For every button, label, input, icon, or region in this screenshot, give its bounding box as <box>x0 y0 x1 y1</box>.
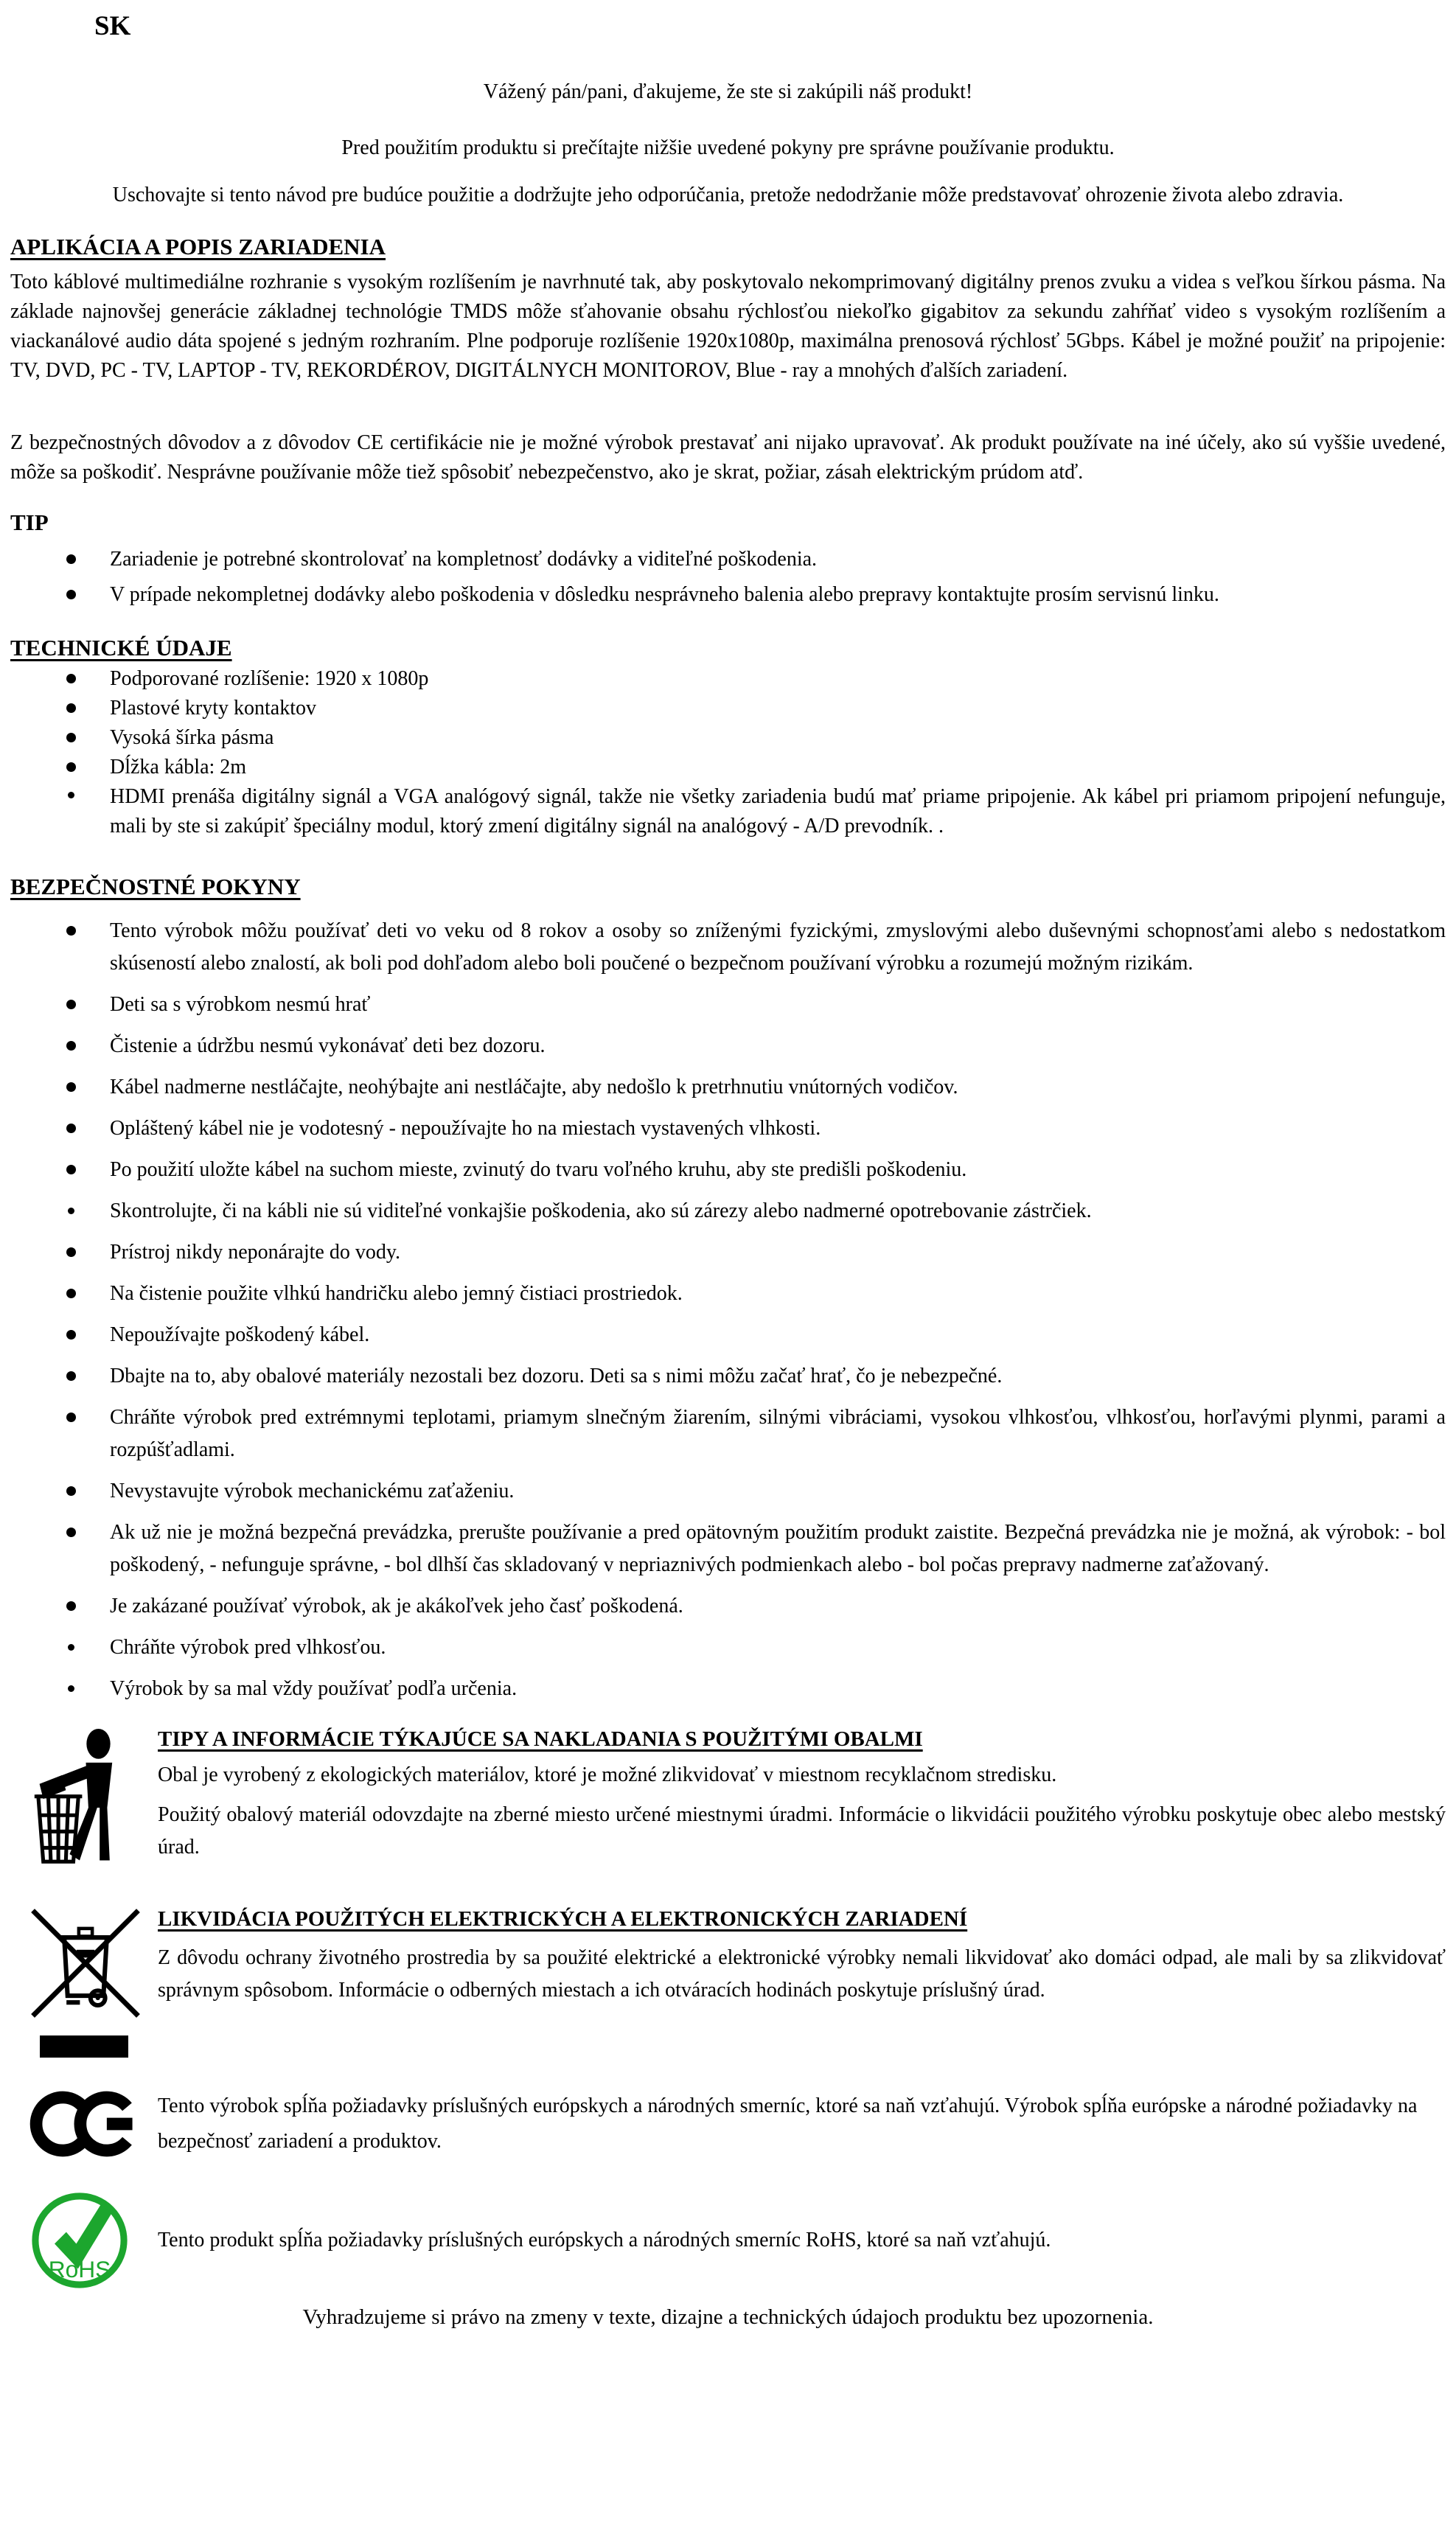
technical-data-list <box>10 664 1446 841</box>
list-item: Dĺžka kábla: 2m <box>10 753 1446 782</box>
list-item: Na čistenie použite vlhkú handričku alebo jemný čistiaci prostriedok. <box>10 1278 1446 1310</box>
list-item: Chráňte výrobok pred vlhkosťou. <box>10 1631 1446 1664</box>
list-item: Zariadenie je potrebné skontrolovať na kompletnosť dodávky a viditeľné poškodenia. <box>10 543 1446 576</box>
section-heading-technical-data <box>10 635 1446 661</box>
list-item: Ak už nie je možná bezpečná prevádzka, prerušte používanie a pred opätovným použitím produkt zaistite. Bezpečná prevádzka nie je možná, ak výrobok: - bol poškodený, - nefunguje správne, - bol dlhší čas skladovaný v nepriaznivých podmienkach alebo - bol počas prepravy nadmerne zaťažovaný. <box>10 1516 1446 1581</box>
list-item: Dbajte na to, aby obalové materiály nezostali bez dozoru. Deti sa s nimi môžu začať hrať, čo je nebezpečné. <box>10 1360 1446 1393</box>
list-item: Je zakázané používať výrobok, ak je akákoľvek jeho časť poškodená. <box>10 1590 1446 1623</box>
list-item: Výrobok by sa mal vždy používať podľa určenia. <box>10 1673 1446 1705</box>
section-heading-packaging <box>158 1727 1446 1752</box>
bullet-icon <box>66 733 76 742</box>
rohs-check-icon <box>29 2190 130 2291</box>
weee-disposal-section <box>10 1907 1446 2058</box>
bullet-icon <box>66 674 76 683</box>
packaging-disposal-section <box>10 1727 1446 1872</box>
bullet-icon <box>66 590 76 599</box>
list-item: Po použití uložte kábel na suchom mieste, zvinutý do tvaru voľného kruhu, aby ste predišli poškodeniu. <box>10 1154 1446 1186</box>
bullet-icon <box>66 1082 76 1092</box>
list-item: V prípade nekompletnej dodávky alebo poškodenia v dôsledku nesprávneho balenia alebo prepravy kontaktujte prosím servisnú linku. <box>10 579 1446 611</box>
list-item: Kábel nadmerne nestláčajte, neohýbajte ani nestláčajte, aby nedošlo k pretrhnutiu vnútorných vodičov. <box>10 1071 1446 1104</box>
crossed-out-wheelie-bin-icon <box>29 1907 142 2019</box>
ce-conformity-section <box>10 2089 1446 2159</box>
bullet-icon <box>66 1601 76 1611</box>
heading-text: TIP <box>10 509 49 535</box>
section-heading-safety <box>10 874 1446 900</box>
list-item: Nevystavujte výrobok mechanickému zaťaženiu. <box>10 1475 1446 1508</box>
list-item: Tento výrobok môžu používať deti vo veku od 8 rokov a osoby so zníženými fyzickými, zmyslovými alebo duševnými schopnosťami alebo s nedostatkom skúseností alebo znalostí, ak boli pod dohľadom alebo boli poučené o bezpečnom používaní výrobku a rozumejú možným rizikám. <box>10 915 1446 980</box>
rohs-compliance-section <box>10 2190 1446 2291</box>
bullet-icon <box>66 1413 76 1422</box>
weee-paragraph: Z dôvodu ochrany životného prostredia by sa použité elektrické a elektronické výrobky nemali likvidovať ako domáci odpad, ale mali by sa zlikvidovať správnym spôsobom. Informácie o odberných miestach a ich otváracích hodinách poskytuje príslušný úrad. <box>158 1946 1446 2002</box>
language-code: SK <box>94 11 131 41</box>
bullet-icon <box>66 1041 76 1051</box>
bullet-icon <box>66 1247 76 1257</box>
ce-paragraph: Tento výrobok spĺňa požiadavky príslušných európskych a národných smerníc, ktoré sa naň vzťahujú. Výrobok spĺňa európske a národné požiadavky na bezpečnosť zariadení a produktov. <box>158 2094 1418 2153</box>
list-item: Nepoužívajte poškodený kábel. <box>10 1319 1446 1351</box>
tip-list <box>10 543 1446 611</box>
application-paragraph-2: Z bezpečnostných dôvodov a z dôvodov CE certifikácie nie je možné výrobok prestavať ani nijako upravovať. Ak produkt používate na iné účely, ako sú vyššie uvedené, môže sa poškodiť. Nesprávne používanie môže tiež spôsobiť nebezpečenstvo, ako je skrat, požiar, zásah elektrickým prúdom atď. <box>10 431 1446 484</box>
packaging-paragraph-2: Použitý obalový materiál odovzdajte na zberné miesto určené miestnymi úradmi. Informácie o likvidácii použitého výrobku poskytuje obec alebo mestský úrad. <box>158 1803 1446 1859</box>
list-item: Vysoká šírka pásma <box>10 723 1446 753</box>
bullet-icon <box>66 1289 76 1298</box>
section-heading-tip <box>10 509 1446 536</box>
heading-text: TIPY A INFORMÁCIE TÝKAJÚCE SA NAKLADANIA S POUŽITÝMI OBALMI <box>158 1727 923 1751</box>
list-item: Skontrolujte, či na kábli nie sú viditeľné vonkajšie poškodenia, ako sú zárezy alebo nadmerné opotrebovanie zástrčiek. <box>10 1195 1446 1227</box>
heading-text: APLIKÁCIA A POPIS ZARIADENIA <box>10 234 386 260</box>
bullet-icon <box>66 554 76 564</box>
packaging-paragraph-1: Obal je vyrobený z ekologických materiálov, ktoré je možné zlikvidovať v miestnom recyklačnom stredisku. <box>158 1763 1057 1786</box>
rohs-label: RoHS <box>48 2255 111 2282</box>
list-item: Čistenie a údržbu nesmú vykonávať deti bez dozoru. <box>10 1030 1446 1062</box>
bullet-icon <box>68 1208 74 1214</box>
rohs-paragraph: Tento produkt spĺňa požiadavky príslušných európskych a národných smerníc RoHS, ktoré sa naň vzťahujú. <box>158 2229 1051 2251</box>
intro-keep-manual: Uschovajte si tento návod pre budúce použitie a dodržujte jeho odporúčania, pretože nedodržanie môže predstavovať ohrozenie života alebo zdravia. <box>112 184 1344 206</box>
bullet-icon <box>66 1371 76 1381</box>
bullet-icon <box>68 1644 74 1651</box>
bullet-icon <box>66 1000 76 1009</box>
heading-text: LIKVIDÁCIA POUŽITÝCH ELEKTRICKÝCH A ELEKTRONICKÝCH ZARIADENÍ <box>158 1907 968 1931</box>
application-paragraph-1: Toto káblové multimediálne rozhranie s vysokým rozlíšením je navrhnuté tak, aby poskytovalo nekomprimovaný digitálny prenos zvuku a videa s veľkou šírkou pásma. Na základe najnovšej generácie základnej technológie TMDS môže sťahovanie obsahu rýchlosťou niekoľko gigabitov za sekundu zahŕňať video s vysokým rozlíšením a viackanálové audio dáta spojené s jedným rozhraním. Plne podporuje rozlíšenie 1920x1080p, maximálna prenosová rýchlosť 5Gbps. Kábel je možné použiť na pripojenie: TV, DVD, PC - TV, LAPTOP - TV, REKORDÉROV, DIGITÁLNYCH MONITOROV, Blue - ray a mnohých ďalších zariadení. <box>10 271 1446 382</box>
bullet-icon <box>66 1124 76 1133</box>
list-item: Opláštený kábel nie je vodotesný - nepoužívajte ho na miestach vystavených vlhkosti. <box>10 1112 1446 1145</box>
list-item: Plastové kryty kontaktov <box>10 694 1446 723</box>
black-bar <box>40 2035 128 2058</box>
safety-instructions-list <box>10 915 1446 1705</box>
section-heading-application <box>10 234 1446 260</box>
bullet-icon <box>66 1165 76 1174</box>
section-heading-weee <box>158 1907 1446 1932</box>
footer-note: Vyhradzujeme si právo na zmeny v texte, dizajne a technických údajoch produktu bez upozornenia. <box>302 2305 1154 2329</box>
intro-read-instructions: Pred použitím produktu si prečítajte nižšie uvedené pokyny pre správne používanie produktu. <box>341 136 1115 159</box>
list-item: Prístroj nikdy neponárajte do vody. <box>10 1236 1446 1269</box>
bullet-icon <box>66 1486 76 1496</box>
bullet-icon <box>66 1330 76 1340</box>
list-item: HDMI prenáša digitálny signál a VGA analógový signál, takže nie všetky zariadenia budú mať priame pripojenie. Ak kábel pri priamom pripojení nefunguje, mali by ste si zakúpiť špeciálny modul, ktorý zmení digitálny signál na analógový - A/D prevodník. . <box>10 782 1446 841</box>
bullet-icon <box>68 792 74 798</box>
list-item: Chráňte výrobok pred extrémnymi teplotami, priamym slnečným žiarením, silnými vibráciami, vysokou vlhkosťou, vlhkosťou, horľavými plynmi, parami a rozpúšťadlami. <box>10 1401 1446 1466</box>
bullet-icon <box>66 762 76 772</box>
bullet-icon <box>66 926 76 936</box>
heading-text: BEZPEČNOSTNÉ POKYNY <box>10 874 301 899</box>
ce-mark-icon <box>29 2091 139 2157</box>
intro-greeting: Vážený pán/pani, ďakujeme, že ste si zakúpili náš produkt! <box>483 80 973 103</box>
list-item: Deti sa s výrobkom nesmú hrať <box>10 989 1446 1021</box>
list-item: Podporované rozlíšenie: 1920 x 1080p <box>10 664 1446 694</box>
bullet-icon <box>66 1528 76 1537</box>
bullet-icon <box>66 703 76 713</box>
bullet-icon <box>68 1685 74 1692</box>
heading-text: TECHNICKÉ ÚDAJE <box>10 635 232 661</box>
tidyman-recycling-icon <box>29 1727 155 1872</box>
